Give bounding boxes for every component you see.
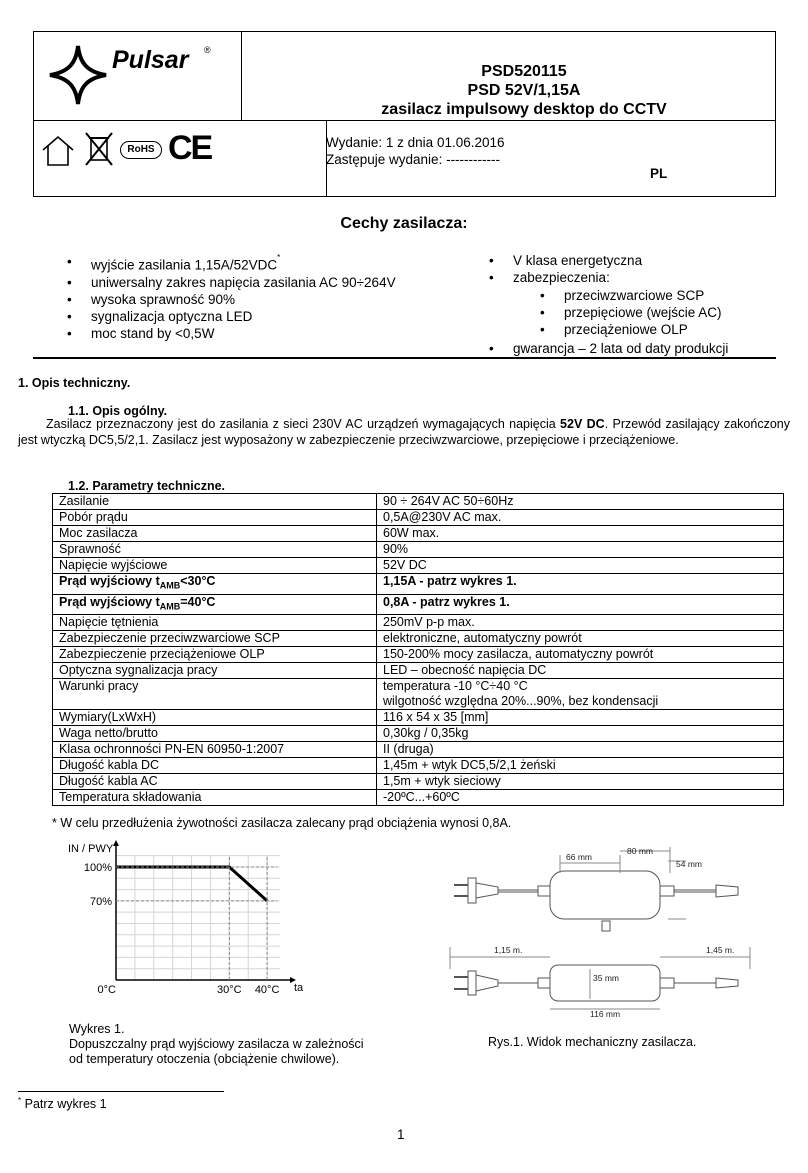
subsection-title: 1.1. Opis ogólny. [68, 404, 168, 418]
table-row: Prąd wyjściowy $t_{AMB}=40^\circ C$ 0,8A - patrz wykres 1. [53, 594, 784, 615]
subsection-title: 1.2. Parametry techniczne. [68, 479, 226, 493]
dim-label: 54 mm [676, 859, 702, 869]
psu-body-top [550, 871, 660, 919]
dim-label: 1,45 m. [706, 945, 735, 955]
house-icon [40, 134, 76, 168]
parameters-table [52, 493, 784, 806]
pulsar-logo-icon [48, 44, 108, 106]
table-row: Klasa ochronności PN-EN 60950-1:2007 II (druga) [53, 742, 784, 758]
dim-label: 66 mm [566, 852, 592, 862]
list-item: • gwarancja – 2 lata od daty produkcji [489, 340, 789, 357]
replaces-info: Zastępuje wydanie: ------------ [326, 152, 501, 167]
table-row: Zasilanie 90 ÷ 264V AC 50÷60Hz [53, 494, 784, 510]
list-item: • przeciążeniowe OLP [540, 321, 780, 338]
table-note: * W celu przedłużenia żywotności zasilacza zalecany prąd obciążenia wynosi 0,8A. [52, 816, 512, 830]
chart-caption: Wykres 1. Dopuszczalny prąd wyjściowy zasilacza w zależności od temperatury otoczenia (obciążenie chwilowe). [69, 1022, 364, 1066]
list-item: • wyjście zasilania 1,15A/52VDC* [67, 253, 447, 274]
general-description: Zasilacz przeznaczony jest do zasilania z sieci 230V AC urządzeń wymagających napięcia 52V DC. Przewód zasilający zakończony jest wtyczką DC5,5/2,1. Zasilacz jest wyposażony w zabezpieczenie przeciwzwarciowe, przepięciowe i przeciążeniowe. [18, 417, 790, 447]
list-item: • przeciwzwarciowe SCP [540, 287, 780, 304]
y-axis-arrow [113, 840, 119, 846]
section-title: 1. Opis techniczny. [18, 376, 131, 390]
header-divider [34, 120, 775, 121]
ac-plug-side [468, 971, 476, 995]
product-code: PSD520115 [481, 63, 567, 80]
dc-plug-side [716, 978, 738, 988]
chart-grid [116, 856, 280, 980]
product-subtitle: zasilacz impulsowy desktop do CCTV [381, 101, 667, 118]
table-row: Temperatura składowania -20ºC...+60ºC [53, 790, 784, 806]
product-model: PSD 52V/1,15A [467, 82, 581, 99]
footnote: * Patrz wykres 1 [18, 1096, 107, 1112]
list-item: • sygnalizacja optyczna LED [67, 308, 447, 325]
features-title: Cechy zasilacza: [340, 215, 468, 232]
language-code: PL [650, 166, 668, 181]
list-item: • uniwersalny zakres napięcia zasilania AC 90÷264V [67, 274, 447, 291]
wheelie-bin-crossed-icon [84, 130, 114, 168]
table-row: Moc zasilacza 60W max. [53, 526, 784, 542]
page-number: 1 [397, 1127, 405, 1142]
table-row: Długość kabla DC 1,45m + wtyk DC5,5/2,1 żeński [53, 758, 784, 774]
edition-info: Wydanie: 1 z dnia 01.06.2016 [326, 135, 505, 150]
y-axis-label: IN / PWY [68, 843, 114, 855]
psu-body-side [550, 965, 660, 1001]
current-derating-chart [60, 840, 304, 1000]
mechanical-drawing [440, 843, 770, 1023]
dc-plug-top [716, 885, 738, 897]
table-row: Sprawność 90% [53, 542, 784, 558]
x-axis-label: ta [294, 982, 304, 994]
table-row: Optyczna sygnalizacja pracy LED – obecność napięcia DC [53, 663, 784, 679]
dim-label: 116 mm [590, 1009, 621, 1019]
ac-plug-top [468, 878, 476, 903]
table-row: Długość kabla AC 1,5m + wtyk sieciowy [53, 774, 784, 790]
features-left-list [67, 253, 447, 342]
x-tick-label: 40°C [254, 984, 280, 996]
table-row: Warunki pracy temperatura -10 °C÷40 °C wilgotność względna 20%...90%, bez kondensacji [53, 679, 784, 710]
list-item: • przepięciowe (wejście AC) [540, 304, 780, 321]
features-protection-list [540, 287, 780, 338]
y-tick-label: 70% [89, 895, 112, 908]
table-row: Zabezpieczenie przeciwzwarciowe SCP elektroniczne, automatyczny powrót [53, 631, 784, 647]
dim-label: 35 mm [593, 973, 619, 983]
dim-label: 80 mm [627, 846, 653, 856]
table-row: Waga netto/brutto 0,30kg / 0,35kg [53, 726, 784, 742]
table-row: Napięcie tętnienia 250mV p-p max. [53, 615, 784, 631]
table-row: Napięcie wyjściowe 52V DC [53, 558, 784, 574]
features-right-list [489, 252, 789, 286]
table-row: Pobór prądu 0,5A@230V AC max. [53, 510, 784, 526]
list-item: • moc stand by <0,5W [67, 325, 447, 342]
table-row: Prąd wyjściowy $t_{AMB}<30^\circ C$ 1,15A - patrz wykres 1. [53, 574, 784, 595]
logo-cell [34, 32, 242, 121]
ce-mark-icon: CE [168, 129, 212, 167]
table-row: Zabezpieczenie przeciążeniowe OLP 150-200% mocy zasilacza, automatyczny powrót [53, 647, 784, 663]
features-warranty [489, 340, 789, 357]
list-item: • wysoka sprawność 90% [67, 291, 447, 308]
list-item: • zabezpieczenia: [489, 269, 789, 286]
x-tick-label: 30°C [217, 984, 242, 996]
features-divider [33, 357, 776, 359]
list-item: • V klasa energetyczna [489, 252, 789, 269]
y-tick-label: 100% [83, 861, 112, 874]
drawing-caption: Rys.1. Widok mechaniczny zasilacza. [488, 1035, 697, 1049]
rohs-badge: RoHS [120, 141, 162, 159]
table-row: Wymiary(LxWxH) 116 x 54 x 35 [mm] [53, 710, 784, 726]
x-tick-label: 0°C [97, 984, 116, 996]
icons-cell [34, 120, 327, 196]
brand-name: Pulsar [112, 46, 189, 74]
dim-label: 1,15 m. [494, 945, 523, 955]
registered-mark: ® [204, 45, 211, 55]
footnote-rule [18, 1091, 224, 1092]
header-box [33, 31, 776, 197]
